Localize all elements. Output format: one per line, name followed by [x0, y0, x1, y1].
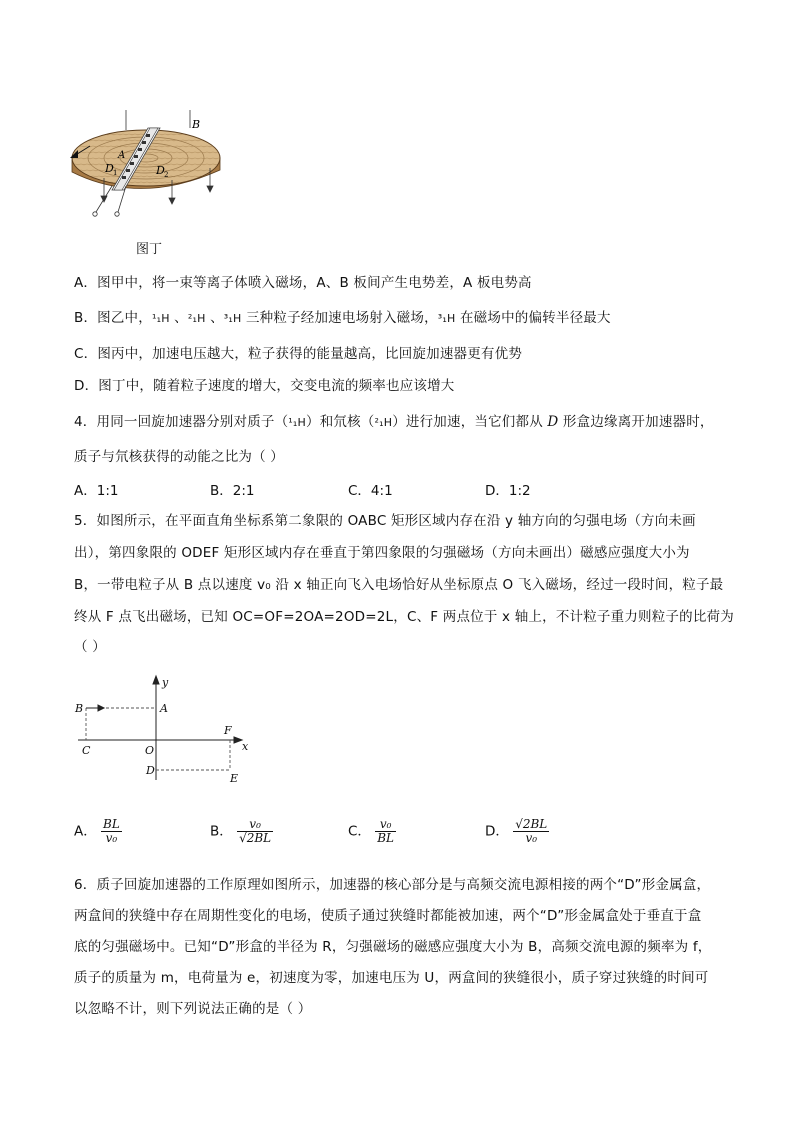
- label-y: y: [162, 676, 169, 689]
- q3-option-b: [74, 306, 611, 326]
- q4-stem-line1: [74, 410, 714, 430]
- q5-option-a-label: A．: [74, 823, 97, 840]
- q4-pre: 4．用同一回旋加速器分别对质子（: [74, 414, 289, 430]
- q4-d-symbol: D: [547, 414, 559, 430]
- q4-mid2: ）进行加速，当它们都从: [392, 414, 548, 430]
- isotope-h3-b: ³₁H: [437, 312, 456, 325]
- q6-stem-line5: 以忽略不计，则下列说法正确的是（ ）: [74, 1001, 312, 1017]
- q4-option-d: D．1:2: [485, 483, 531, 499]
- frac-num: BL: [103, 817, 120, 831]
- frac-den: v₀: [525, 831, 538, 845]
- label-a: A: [118, 150, 126, 161]
- isotope-h2: ²₁H: [187, 312, 206, 325]
- q4-post: 形盒边缘离开加速器时，: [558, 414, 714, 430]
- q3-option-b-pre: B．图乙中，: [74, 310, 152, 326]
- isotope-h3: ³₁H: [223, 312, 242, 325]
- q3-option-c: C．图丙中，加速电压越大，粒子获得的能量越高，比回旋加速器更有优势: [74, 346, 523, 362]
- q6-stem-line2: 两盒间的狭缝中存在周期性变化的电场，使质子通过狭缝时都能被加速，两个“D”形金属盒处于垂直于盒: [74, 908, 702, 924]
- q6-stem-line4: 质子的质量为 m，电荷量为 e，初速度为零，加速电压为 U，两盒间的狭缝很小，质子穿过狭缝的时间可: [74, 970, 709, 986]
- q4-option-c: C．4:1: [348, 483, 393, 499]
- q5-stem-line1: 5．如图所示，在平面直角坐标系第二象限的 OABC 矩形区域内存在沿 y 轴方向的匀强电场（方向未画: [74, 513, 696, 529]
- q3-b-sep2: 、: [205, 310, 224, 326]
- label-C: C: [82, 744, 91, 757]
- label-O: O: [145, 744, 155, 757]
- frac-num: v₀: [375, 818, 396, 832]
- q6-stem-line3: 底的匀强磁场中。已知“D”形盒的半径为 R，匀强磁场的磁感应强度大小为 B，高频交流电源的频率为 f，: [74, 939, 712, 955]
- q4-mid: ）和氘核（: [306, 414, 375, 430]
- q5-option-d-label: D．: [485, 823, 509, 840]
- frac-den: v₀: [105, 831, 118, 845]
- q5-option-d: [485, 818, 549, 845]
- q5-option-a: [74, 818, 122, 845]
- label-d1-sub: 1: [113, 169, 118, 177]
- q3-b-sep1: 、: [169, 310, 188, 326]
- coordinate-figure: [70, 672, 260, 784]
- q5-option-c: [348, 818, 396, 845]
- label-B: B: [75, 702, 84, 715]
- label-d2: D: [156, 164, 165, 177]
- q5-stem-line3: B，一带电粒子从 B 点以速度 v₀ 沿 x 轴正向飞入电场恰好从坐标原点 O 飞入磁场，经过一段时间，粒子最: [74, 577, 724, 593]
- q3-option-b-post: 在磁场中的偏转半径最大: [455, 310, 611, 326]
- label-x: x: [242, 740, 249, 753]
- q6-stem-line1: 6．质子回旋加速器的工作原理如图所示，加速器的核心部分是与高频交流电源相接的两个“D”形金属盒，: [74, 877, 711, 893]
- isotope-h1: ¹₁H: [151, 312, 170, 325]
- q4-stem-line2: 质子与氘核获得的动能之比为（ ）: [74, 449, 284, 465]
- frac-num: v₀: [237, 818, 273, 832]
- q5-stem-line4: 终从 F 点飞出磁场，已知 OC=OF=2OA=2OD=2L，C、F 两点位于 x 轴上，不计粒子重力则粒子的比荷为: [74, 609, 734, 625]
- label-d1: D: [105, 162, 114, 175]
- q5-option-b-label: B．: [210, 823, 233, 840]
- cyclotron-figure: [60, 108, 240, 226]
- isotope-proton: ¹₁H: [288, 416, 306, 429]
- figure-caption: 图丁: [136, 242, 163, 257]
- q5-option-b-fraction: [237, 818, 273, 845]
- q4-option-a: A．1:1: [74, 483, 119, 499]
- q5-option-a-fraction: [101, 818, 122, 845]
- frac-num: √2BL: [515, 817, 548, 831]
- q5-option-d-fraction: [513, 818, 549, 845]
- label-F: F: [224, 724, 232, 737]
- q5-option-b: [210, 818, 273, 845]
- q5-option-c-label: C．: [348, 823, 371, 840]
- frac-den: BL: [377, 831, 395, 845]
- q3-option-a: A．图甲中，将一束等离子体喷入磁场，A、B 板间产生电势差，A 板电势高: [74, 275, 532, 291]
- q5-stem-line5: （ ）: [74, 639, 106, 655]
- label-D: D: [146, 764, 155, 777]
- label-d2-sub: 2: [164, 171, 169, 179]
- q4-option-b: B．2:1: [210, 483, 255, 499]
- isotope-deuteron: ²₁H: [374, 416, 393, 429]
- q3-option-b-mid: 三种粒子经加速电场射入磁场，: [241, 310, 438, 326]
- q3-option-d: D．图丁中，随着粒子速度的增大，交变电流的频率也应该增大: [74, 378, 455, 394]
- q5-option-c-fraction: [375, 818, 396, 845]
- label-A: A: [160, 702, 168, 715]
- label-E: E: [230, 772, 239, 784]
- q5-stem-line2: 出），第四象限的 ODEF 矩形区域内存在垂直于第四象限的匀强磁场（方向未画出）磁感应强度大小为: [74, 545, 690, 561]
- label-b: B: [192, 118, 201, 131]
- frac-den: √2BL: [239, 831, 272, 845]
